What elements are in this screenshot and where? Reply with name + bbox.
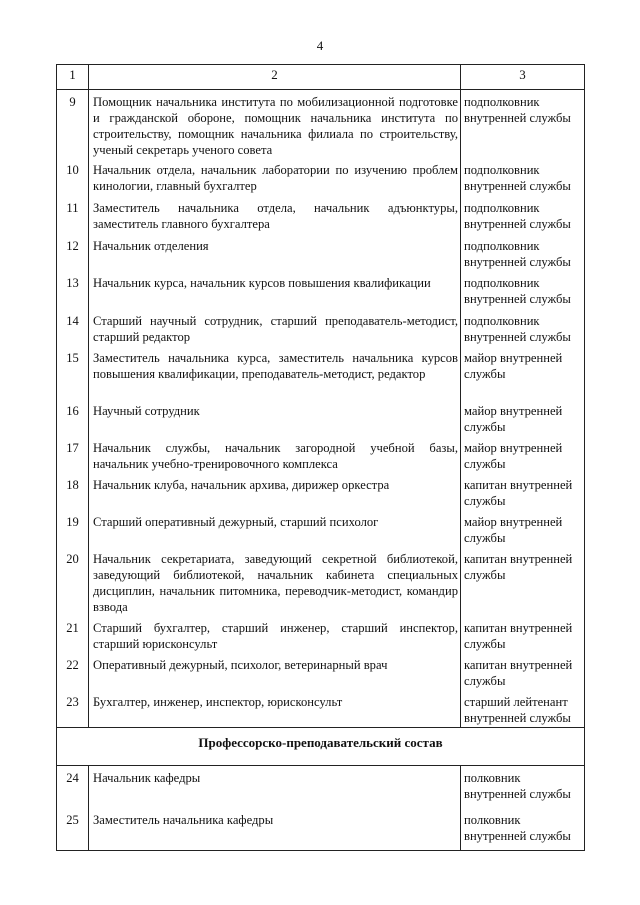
page-number: 4 [316,38,324,53]
position-cell: Старший оперативный дежурный, старший психолог [89,510,461,547]
row-number: 10 [57,158,89,196]
position-cell: Начальник секретариата, заведующий секретной библиотекой, заведующий библиотекой, начальник кабинета специальных дисциплин, начальник питомника, переводчик-методист, командир взвода [89,547,461,616]
rank-cell: полковник внутренней службы [461,765,585,808]
column-header-position: 2 [89,65,461,90]
table-body [57,90,585,851]
rank-cell: майор внутренней службы [461,346,585,399]
position-cell: Начальник отдела, начальник лаборатории по изучению проблем кинологии, главный бухгалтер [89,158,461,196]
position-cell: Старший научный сотрудник, старший преподаватель-методист, старший редактор [89,309,461,346]
position-cell: Начальник службы, начальник загородной учебной базы, начальник учебно-тренировочного комплекса [89,436,461,473]
position-cell: Помощник начальника института по мобилизационной подготовке и гражданской обороне, помощник начальника института по строительству, помощник начальника филиала по строительству, ученый секретарь ученого совета [89,90,461,159]
table-row [57,765,585,808]
rank-cell: полковник внутренней службы [461,808,585,850]
positions-ranks-table [56,64,585,851]
position-cell: Научный сотрудник [89,399,461,436]
row-number: 14 [57,309,89,346]
rank-cell: капитан внутренней службы [461,547,585,616]
row-number: 24 [57,765,89,808]
row-number: 17 [57,436,89,473]
table-row [57,473,585,510]
row-number: 12 [57,234,89,271]
rank-cell: старший лейтенант внутренней службы [461,690,585,727]
rank-cell: подполковник внутренней службы [461,271,585,309]
table-row [57,158,585,196]
row-number: 23 [57,690,89,727]
rank-cell: капитан внутренней службы [461,616,585,653]
position-cell: Начальник отделения [89,234,461,271]
table-row [57,547,585,616]
table-row [57,346,585,399]
rank-cell: капитан внутренней службы [461,653,585,690]
position-cell: Старший бухгалтер, старший инженер, старший инспектор, старший юрисконсульт [89,616,461,653]
row-number: 20 [57,547,89,616]
rank-cell: подполковник внутренней службы [461,234,585,271]
rank-cell: подполковник внутренней службы [461,158,585,196]
section-row [57,727,585,765]
position-cell: Заместитель начальника курса, заместитель начальника курсов повышения квалификации, преподаватель-методист, редактор [89,346,461,399]
rank-cell: капитан внутренней службы [461,473,585,510]
rank-cell: подполковник внутренней службы [461,90,585,159]
table-row [57,510,585,547]
table-row [57,653,585,690]
table-row [57,808,585,850]
table-row [57,234,585,271]
rank-cell: майор внутренней службы [461,436,585,473]
table-header-row [57,65,585,90]
row-number: 22 [57,653,89,690]
row-number: 21 [57,616,89,653]
table-row [57,616,585,653]
table-row [57,436,585,473]
position-cell: Начальник клуба, начальник архива, дирижер оркестра [89,473,461,510]
rank-cell: майор внутренней службы [461,510,585,547]
row-number: 9 [57,90,89,159]
position-cell: Заместитель начальника кафедры [89,808,461,850]
position-cell: Бухгалтер, инженер, инспектор, юрисконсульт [89,690,461,727]
position-cell: Оперативный дежурный, психолог, ветеринарный врач [89,653,461,690]
row-number: 15 [57,346,89,399]
row-number: 18 [57,473,89,510]
row-number: 16 [57,399,89,436]
position-cell: Заместитель начальника отдела, начальник адъюнктуры, заместитель главного бухгалтера [89,196,461,234]
table-row [57,90,585,159]
position-cell: Начальник кафедры [89,765,461,808]
row-number: 25 [57,808,89,850]
rank-cell: подполковник внутренней службы [461,309,585,346]
table-row [57,690,585,727]
column-header-rank: 3 [461,65,585,90]
column-header-number: 1 [57,65,89,90]
rank-cell: майор внутренней службы [461,399,585,436]
section-title: Профессорско-преподавательский состав [57,727,585,765]
table-row [57,271,585,309]
table-row [57,196,585,234]
table-row [57,399,585,436]
row-number: 19 [57,510,89,547]
row-number: 11 [57,196,89,234]
rank-cell: подполковник внутренней службы [461,196,585,234]
row-number: 13 [57,271,89,309]
table-row [57,309,585,346]
position-cell: Начальник курса, начальник курсов повышения квалификации [89,271,461,309]
